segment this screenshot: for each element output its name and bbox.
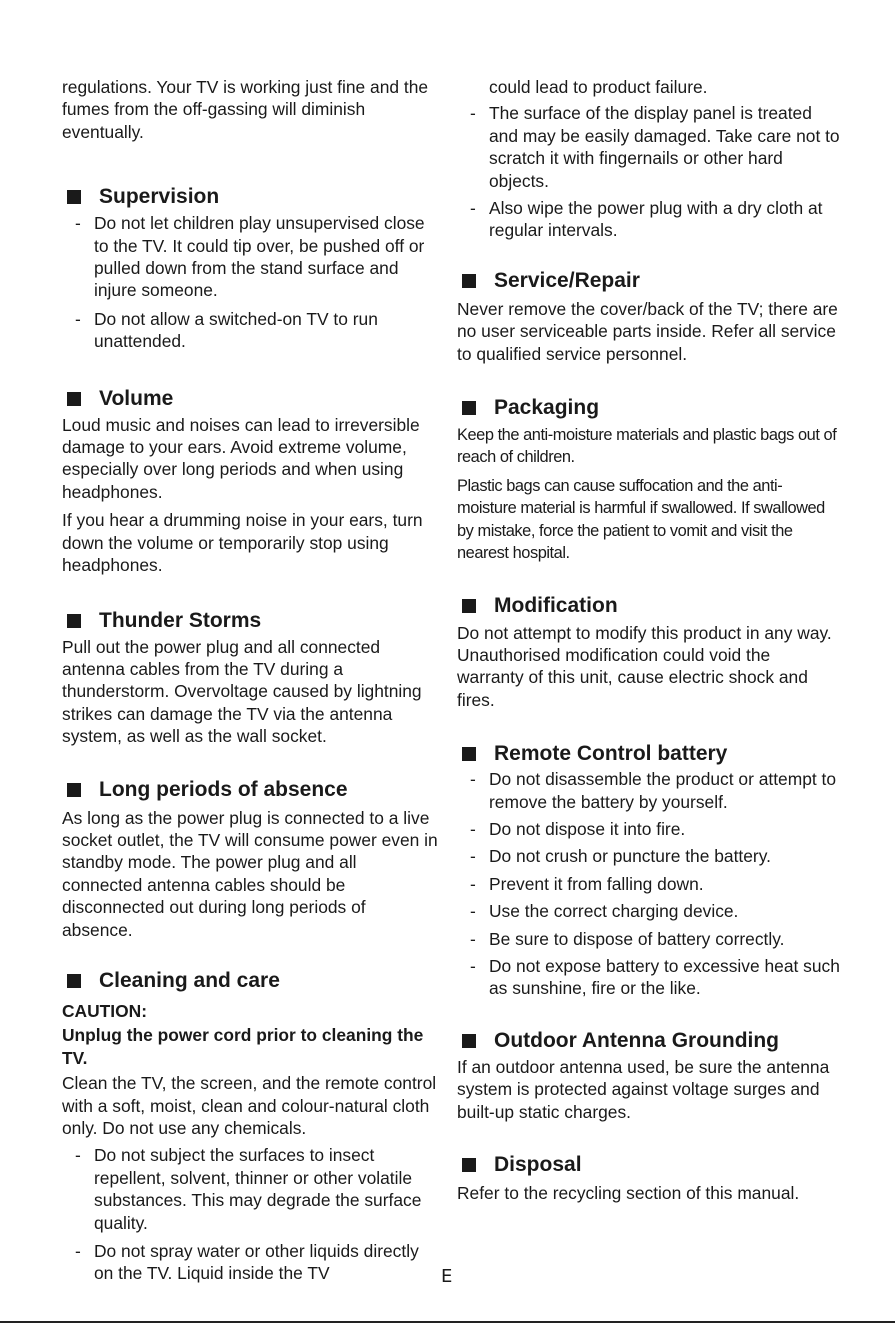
- list-item: - Do not disassemble the product or attempt to remove the battery by yourself.: [470, 769, 837, 812]
- list-item: - Use the correct charging device.: [470, 901, 739, 922]
- list-item: - Also wipe the power plug with a dry cloth at regular intervals.: [470, 198, 823, 241]
- list-item: - Prevent it from falling down.: [470, 873, 704, 894]
- service-text: Never remove the cover/back of the TV; there are no user serviceable parts inside. Refer all service to qualified service personnel.: [457, 298, 838, 364]
- list-item: - Do not dispose it into fire.: [470, 818, 686, 839]
- square-bullet-icon: [67, 190, 81, 204]
- caution-label: CAUTION:: [62, 1000, 148, 1021]
- thunder-heading: Thunder Storms: [62, 608, 440, 634]
- packaging-body: [457, 424, 841, 564]
- page-bottom-divider: [0, 1321, 895, 1323]
- remote-heading: Remote Control battery: [457, 741, 841, 767]
- square-bullet-icon: [462, 1158, 476, 1172]
- packaging-text-1: Keep the anti-moisture materials and plastic bags out of reach of children.: [457, 426, 837, 467]
- square-bullet-icon: [462, 1034, 476, 1048]
- cleaning-heading: Cleaning and care: [62, 968, 440, 994]
- modification-text: Do not attempt to modify this product in any way. Unauthorised modification could void the warranty of this unit, cause electric shock and fires.: [457, 622, 832, 710]
- continued-text: could lead to product failure.: [489, 77, 708, 97]
- supervision-list: [62, 212, 440, 352]
- remote-list: [457, 768, 841, 1000]
- antenna-text: If an outdoor antenna used, be sure the antenna system is protected against voltage surges and built-up static charges.: [457, 1056, 830, 1122]
- thunder-text: Pull out the power plug and all connected antenna cables from the TV during a thunderstorm. Overvoltage caused by lightning strikes can damage the TV via the antenna system, as well as the wall socket.: [62, 636, 422, 747]
- list-item: - Do not expose battery to excessive heat such as sunshine, fire or the like.: [470, 955, 840, 999]
- modification-heading: Modification: [457, 593, 841, 619]
- antenna-heading: Outdoor Antenna Grounding: [457, 1028, 841, 1054]
- square-bullet-icon: [67, 392, 81, 406]
- volume-heading: Volume: [62, 386, 440, 412]
- service-heading: Service/Repair: [457, 268, 841, 294]
- list-item: - Do not subject the surfaces to insect repellent, solvent, thinner or other volatile substances. This may degrade the surface quality.: [75, 1145, 422, 1233]
- square-bullet-icon: [462, 274, 476, 288]
- intro-text: regulations. Your TV is working just fine and the fumes from the off-gassing will diminish eventually.: [62, 77, 429, 142]
- square-bullet-icon: [67, 614, 81, 628]
- square-bullet-icon: [462, 599, 476, 613]
- square-bullet-icon: [462, 747, 476, 761]
- right-column: [457, 76, 841, 1204]
- list-item: - The surface of the display panel is treated and may be easily damaged. Take care not to scratch it with fingernails or other hard objects.: [470, 103, 840, 191]
- square-bullet-icon: [67, 974, 81, 988]
- page-number: E: [441, 1266, 453, 1287]
- square-bullet-icon: [67, 783, 81, 797]
- list-item: - Do not crush or puncture the battery.: [470, 846, 771, 867]
- unplug-warning: Unplug the power cord prior to cleaning the TV.: [62, 1025, 424, 1068]
- absence-heading: Long periods of absence: [62, 777, 440, 803]
- volume-text-2: If you hear a drumming noise in your ears, turn down the volume or temporarily stop using headphones.: [62, 510, 423, 576]
- packaging-heading: Packaging: [457, 395, 841, 421]
- cleaning-text: Clean the TV, the screen, and the remote control with a soft, moist, clean and colour-natural cloth only. Do not use any chemicals.: [62, 1073, 437, 1138]
- absence-text: As long as the power plug is connected to a live socket outlet, the TV will consume power even in standby mode. The power plug and all connected antenna cables should be disconnected out during long periods of absence.: [62, 807, 438, 940]
- disposal-text: Refer to the recycling section of this manual.: [457, 1183, 800, 1203]
- disposal-heading: Disposal: [457, 1152, 841, 1178]
- square-bullet-icon: [462, 401, 476, 415]
- volume-text-1: Loud music and noises can lead to irreversible damage to your ears. Avoid extreme volume, especially over long periods and when using headphones.: [62, 414, 420, 502]
- list-item: - Do not allow a switched-on TV to run unattended.: [75, 308, 378, 352]
- list-item: - Do not let children play unsupervised close to the TV. It could tip over, be pushed off or pulled down from the stand surface and injure someone.: [75, 213, 425, 301]
- cleaning-list-continued: [457, 102, 841, 241]
- packaging-text-2: Plastic bags can cause suffocation and the anti-moisture material is harmful if swallowed. If swallowed by mistake, force the patient to vomit and visit the nearest hospital.: [457, 476, 825, 563]
- cleaning-list: [62, 1144, 440, 1284]
- left-column: [62, 76, 440, 1285]
- list-item: - Do not spray water or other liquids directly on the TV. Liquid inside the TV: [75, 1241, 419, 1284]
- list-item: - Be sure to dispose of battery correctly.: [470, 928, 785, 949]
- supervision-heading: Supervision: [62, 184, 440, 210]
